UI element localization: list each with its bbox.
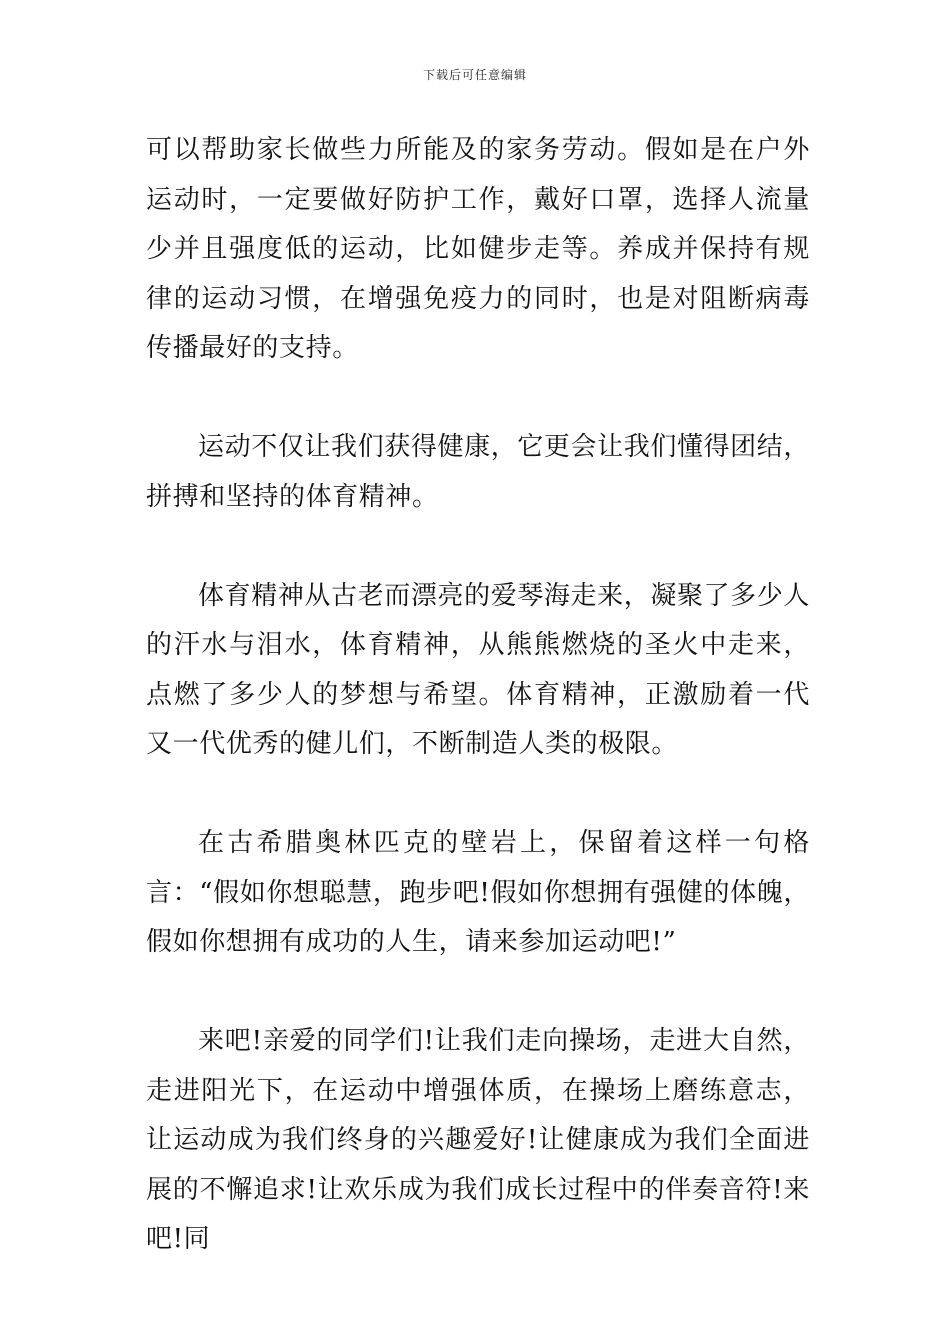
paragraph-3: 体育精神从古老而漂亮的爱琴海走来，凝聚了多少人的汗水与泪水，体育精神，从熊熊燃烧的圣火中走来，点燃了多少人的梦想与希望。体育精神，正激励着一代又一代优秀的健儿们，不断制造人类的极限。 bbox=[146, 580, 810, 759]
paragraph-gap bbox=[146, 522, 810, 572]
document-body bbox=[146, 126, 810, 1265]
paragraph-gap bbox=[146, 374, 810, 424]
paragraph-4: 在古希腊奥林匹克的壁岩上，保留着这样一句格言：“假如你想聪慧，跑步吧!假如你想拥有强健的体魄，假如你想拥有成功的人生，请来参加运动吧!” bbox=[146, 828, 810, 957]
paragraph-2: 运动不仅让我们获得健康，它更会让我们懂得团结，拼搏和坚持的体育精神。 bbox=[146, 432, 810, 512]
paragraph-gap bbox=[146, 770, 810, 820]
paragraph-gap bbox=[146, 968, 810, 1018]
paragraph-5: 来吧!亲爱的同学们!让我们走向操场，走进大自然，走进阳光下，在运动中增强体质，在操场上磨练意志，让运动成为我们终身的兴趣爱好!让健康成为我们全面进展的不懈追求!让欢乐成为我们成长过程中的伴奏音符!来吧!同 bbox=[146, 1026, 810, 1254]
paragraph-1: 可以帮助家长做些力所能及的家务劳动。假如是在户外运动时，一定要做好防护工作，戴好口罩，选择人流量少并且强度低的运动，比如健步走等。养成并保持有规律的运动习惯，在增强免疫力的同时，也是对阻断病毒传播最好的支持。 bbox=[146, 135, 810, 363]
page-header: 下载后可任意编辑 bbox=[422, 68, 527, 82]
